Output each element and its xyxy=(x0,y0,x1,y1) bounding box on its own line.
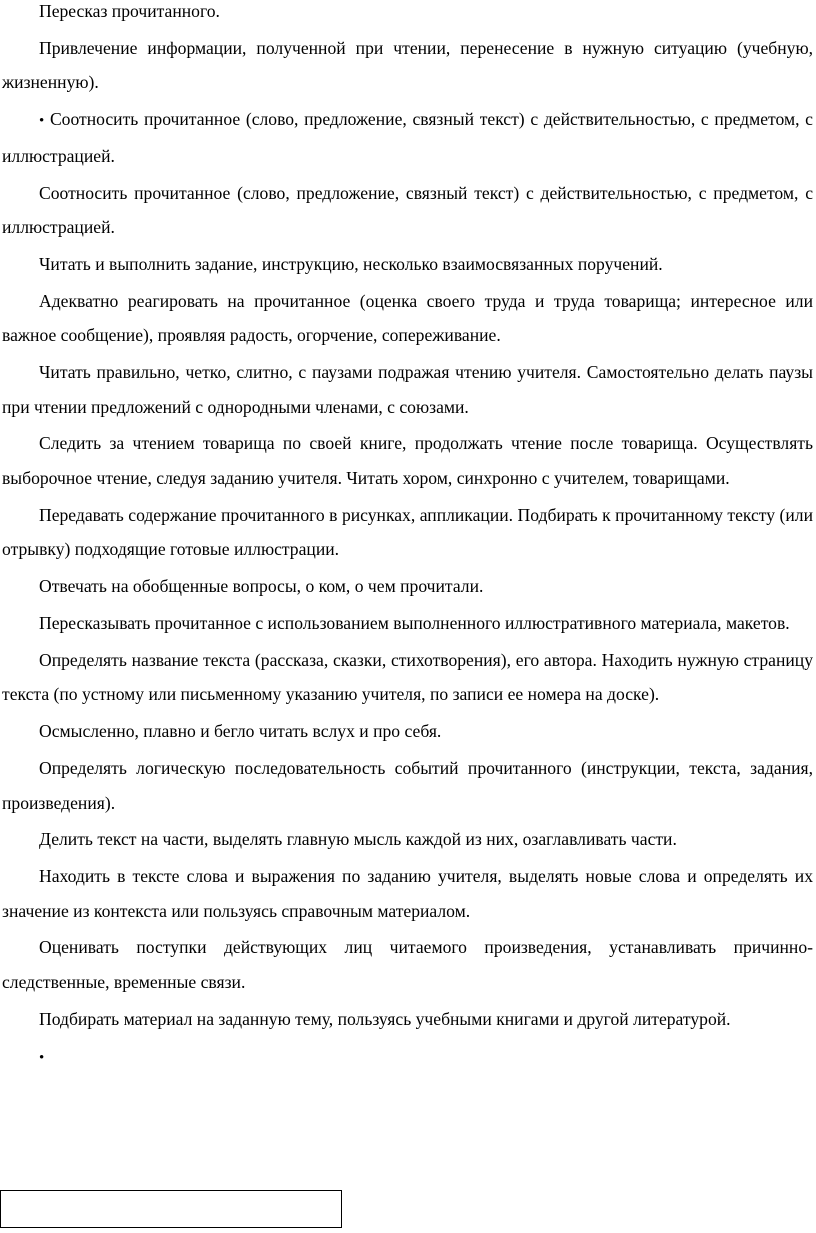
bullet-icon: • xyxy=(39,113,45,130)
paragraph-11: Пересказывать прочитанное с использованием выполненного иллюстративного материала, макетов. xyxy=(39,612,790,633)
paragraph-4: Соотносить прочитанное (слово, предложение, связный текст) с действительностью, с предметом, с иллюстрацией. xyxy=(2,182,813,238)
paragraph-5: Читать и выполнить задание, инструкцию, несколько взаимосвязанных поручений. xyxy=(39,253,663,274)
paragraph-10: Отвечать на обобщенные вопросы, о ком, о чем прочитали. xyxy=(39,576,484,597)
paragraph-14: Определять логическую последовательность событий прочитанного (инструкции, текста, задания, произведения). xyxy=(2,757,813,813)
paragraph-2: Привлечение информации, полученной при чтении, перенесение в нужную ситуацию (учебную, жизненную). xyxy=(2,37,813,93)
paragraph-6: Адекватно реагировать на прочитанное (оценка своего труда и труда товарища; интересное или важное сообщение), проявляя радость, огорчение, сопереживание. xyxy=(2,290,813,346)
bullet-icon: • xyxy=(39,1049,45,1066)
paragraph-15: Делить текст на части, выделять главную мысль каждой из них, озаглавливать части. xyxy=(39,829,677,850)
paragraph-3: • Соотносить прочитанное (слово, предложение, связный текст) с действительностью, с предметом, с иллюстрацией. xyxy=(2,109,813,166)
paragraph-18: Подбирать материал на заданную тему, пользуясь учебными книгами и другой литературой. xyxy=(39,1008,731,1029)
paragraph-7: Читать правильно, четко, слитно, с паузами подражая чтению учителя. Самостоятельно делать паузы при чтении предложений с однородными членами, с союзами. xyxy=(2,362,813,417)
paragraph-1: Пересказ прочитанного. xyxy=(39,1,220,21)
paragraph-12: Определять название текста (рассказа, сказки, стихотворения), его автора. Находить нужную страницу текста (по устному или письменному указанию учителя, по записи ее номера на доске). xyxy=(2,649,813,705)
paragraph-9: Передавать содержание прочитанного в рисунках, аппликации. Подбирать к прочитанному тексту (или отрывку) подходящие готовые иллюстрации. xyxy=(2,504,813,560)
paragraph-8: Следить за чтением товарища по своей книге, продолжать чтение после товарища. Осуществлять выборочное чтение, следуя заданию учителя. Читать хором, синхронно с учителем, товарищами. xyxy=(2,433,813,489)
trailing-bullet xyxy=(2,1039,813,1076)
paragraph-13: Осмысленно, плавно и бегло читать вслух и про себя. xyxy=(39,721,442,742)
paragraph-17: Оценивать поступки действующих лиц читаемого произведения, устанавливать причинно-следственные, временные связи. xyxy=(2,937,813,993)
document-body xyxy=(2,0,813,1075)
empty-frame xyxy=(0,1190,342,1228)
paragraph-16: Находить в тексте слова и выражения по заданию учителя, выделять новые слова и определять их значение из контекста или пользуясь справочным материалом. xyxy=(2,866,813,921)
